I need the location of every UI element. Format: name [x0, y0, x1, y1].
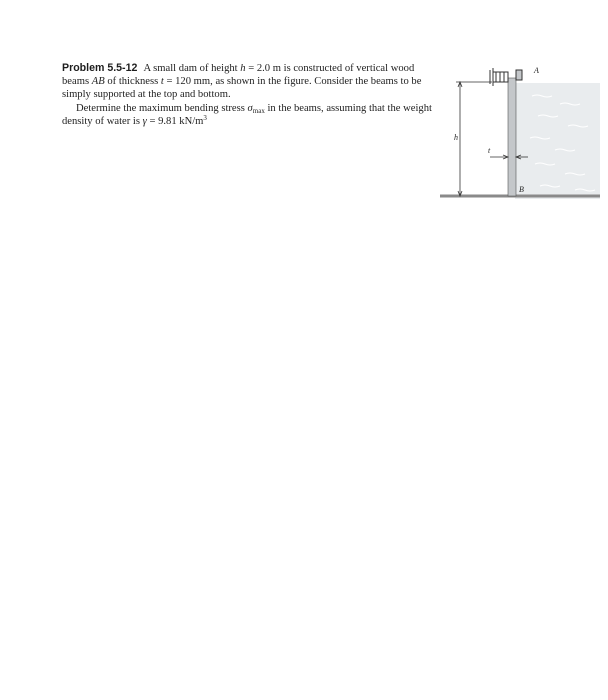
- label-t: t: [488, 146, 491, 155]
- thickness-value: = 120 mm, as shown in the figure. Consider the beams to be simply supported at the top and bottom.: [62, 76, 422, 101]
- problem-statement: [62, 62, 432, 128]
- variable-sigma: σ: [247, 102, 253, 114]
- problem-paragraph-2: [62, 102, 432, 128]
- label-b: B: [519, 185, 524, 194]
- label-a: A: [534, 66, 539, 75]
- height-dimension: [456, 82, 492, 196]
- unit-exponent: 3: [203, 113, 207, 122]
- variable-t: t: [160, 76, 164, 88]
- beam-ab: [508, 78, 516, 196]
- problem-text-part: of thickness: [107, 76, 159, 88]
- variable-gamma: γ: [142, 115, 147, 127]
- problem-text-part: in the beams, assuming that the weight density of water is: [62, 102, 432, 127]
- water-region: [515, 83, 600, 199]
- weight-density-value: = 9.81 kN/m: [149, 115, 204, 127]
- dam-figure: [440, 56, 600, 206]
- variable-h: h: [240, 63, 246, 74]
- problem-text-part: Determine the maximum bending stress: [76, 102, 245, 114]
- height-value: = 2.0 m is constructed of vertical wood beams: [62, 63, 415, 88]
- problem-number: Problem 5.5-12: [62, 62, 138, 74]
- problem-paragraph-1: [62, 62, 432, 102]
- problem-text-part: A small dam of height: [143, 63, 238, 74]
- variable-ab: AB: [91, 76, 105, 88]
- label-h: h: [454, 133, 458, 142]
- sigma-subscript: max: [252, 106, 265, 115]
